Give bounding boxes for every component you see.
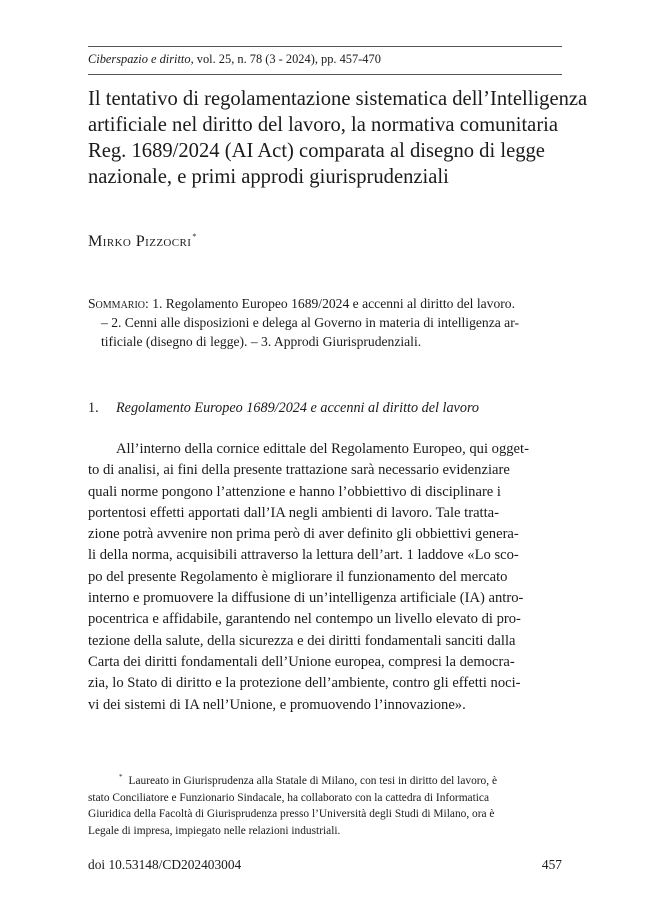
body-line: po del presente Regolamento è migliorare il funzionamento del mercato [88,568,508,585]
summary-line: tificiale (disegno di legge). – 3. Approdi Giurisprudenziali. [101,334,422,349]
author-name: Mirko Pizzocri [88,232,192,250]
body-line: quali norme pongono l’attenzione e hanno l’obbiettivo di disciplinare i [88,483,501,500]
author-footnote-mark: * [192,232,197,241]
summary-line [88,294,568,313]
summary-text: 1. Regolamento Europeo 1689/2024 e accenni al diritto del lavoro. [148,296,515,311]
footnote-line [88,769,568,790]
footnote-text: Laureato in Giurisprudenza alla Statale di Milano, con tesi in diritto del lavoro, è [128,775,498,787]
body-paragraph [88,439,562,716]
section-heading [88,399,568,417]
doi: doi 10.53148/CD202403004 [88,857,242,872]
summary-label: Sommario: [88,296,149,311]
journal-name: Ciberspazio e diritto [88,52,191,66]
title-line: nazionale, e primi approdi giurisprudenziali [88,166,449,188]
footnote-line: Giuridica della Facoltà di Giurisprudenza presso l’Università degli Studi di Milano, ora è [88,808,495,821]
journal-citation [88,51,568,67]
body-line: to di analisi, ai fini della presente trattazione sarà necessario evidenziare [88,462,510,479]
journal-volume-pages: , vol. 25, n. 78 (3 - 2024), pp. 457-470 [190,52,381,66]
page-number: 457 [541,857,562,872]
body-line: interno e promuovere la diffusione di un’intelligenza artificiale (IA) antro- [88,590,524,607]
summary-line: – 2. Cenni alle disposizioni e delega al Governo in materia di intelligenza ar- [101,315,519,330]
body-line: Carta dei diritti fondamentali dell’Unione europea, compresi la democra- [88,653,515,670]
body-line: vi dei sistemi di IA nell’Unione, e promuovendo l’innovazione». [88,696,466,713]
body-line: All’interno della cornice edittale del Regolamento Europeo, qui ogget- [116,441,529,457]
body-line: portentosi effetti apportati dall’IA negli ambienti di lavoro. Tale tratta- [88,504,499,521]
title-line: Reg. 1689/2024 (AI Act) comparata al disegno di legge [88,140,545,162]
summary [88,294,568,351]
article-title [88,86,588,190]
footnote-mark: * [119,773,123,781]
body-line: zione potrà avvenire non prima però di aver definito gli obbiettivi genera- [88,526,519,543]
author [88,227,488,251]
header-rule-top [88,46,562,47]
title-line: Il tentativo di regolamentazione sistematica dell’Intelligenza [88,88,588,110]
title-line: artificiale nel diritto del lavoro, la normativa comunitaria [88,114,559,136]
body-line: tezione della salute, della sicurezza e dei diritti fondamentali sanciti dalla [88,632,516,649]
body-line: zia, lo Stato di diritto e la protezione dell’ambiente, contro gli effetti noci- [88,675,521,692]
footnote-line: Legale di impresa, impiegato nelle relazioni industriali. [88,824,341,837]
section-title: Regolamento Europeo 1689/2024 e accenni al diritto del lavoro [116,400,480,416]
body-line: li della norma, acquisibili attraverso la lettura dell’art. 1 laddove «Lo sco- [88,547,519,564]
body-line: pocentrica e affidabile, garantendo nel contempo un livello elevato di pro- [88,611,521,628]
footnote [88,769,568,839]
footnote-line: stato Conciliatore e Funzionario Sindacale, ha collaborato con la cattedra di Informatica [88,791,490,804]
header-rule-bottom [88,74,562,75]
section-number: 1. [88,400,99,416]
